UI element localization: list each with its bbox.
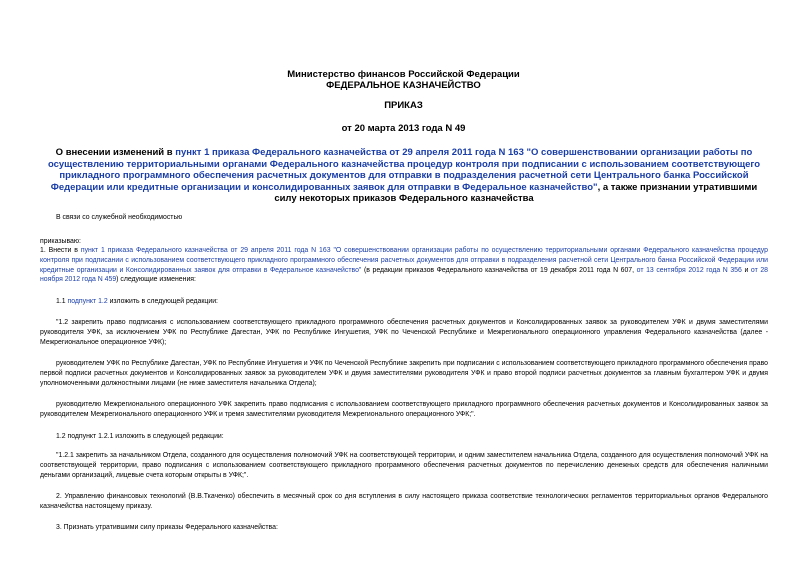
quote-1-2: "1.2 закрепить право подписания с использованием соответствующего прикладного программного обеспечения расчетных документов и Консолидированных заявок за руководителем УФК и двумя заместителями руководителя УФК, за исключением УФК по Республике Дагестан, УФК по Республике Ингушетия, УФК по Чеченской Республике и Межрегионального операционного управления Федерального казначейства (далее - Межрегиональное операционное УФК); xyxy=(40,319,768,346)
paragraph-order: приказываю: xyxy=(40,238,81,245)
quote-1-2-1: "1.2.1 закрепить за начальником Отдела, созданного для осуществления полномочий УФК на соответствующей территории, и одним заместителем начальника Отдела, созданного для осуществления полномочий УФК на соответствующей территории, право подписания с использованием соответствующего прикладного программного обеспечения расчетных документов по перечислению денежных средств для обеспечения наличными деньгами организаций, лицевые счета которым открыты в УФК;". xyxy=(40,452,768,479)
paragraph-1-middle-2: и xyxy=(741,266,751,274)
paragraph-1-suffix: ) следующие изменения: xyxy=(116,276,196,284)
title-prefix: О внесении изменений в xyxy=(55,147,176,158)
document-date-number: от 20 марта 2013 года N 49 xyxy=(341,123,466,134)
agency-name: ФЕДЕРАЛЬНОЕ КАЗНАЧЕЙСТВО xyxy=(326,80,481,91)
paragraph-1-1-prefix: 1.1 xyxy=(56,298,68,305)
paragraph-1-link[interactable]: пункт 1 приказа Федерального казначейства от 29 апреля 2011 года N 163 "О совершенствовании организации работы по осуществлению территориальными органами Федерального казначейства процедур контроля при подписании с использованием соответствующего прикладного программного обеспечения расчетных документов для отправки в подразделения расчетной сети Центрального банка Российской Федерации или кредитные организации и Консолидированных заявок для отправки в Федеральное казначейство" xyxy=(40,247,768,274)
paragraph-1-link-2012-356[interactable]: от 13 сентября 2012 года N 356 xyxy=(636,266,742,274)
subclause-1-2-link[interactable]: подпункт 1.2 xyxy=(67,298,108,305)
paragraph-1 xyxy=(40,246,768,285)
ministry-name: Министерство финансов Российской Федерации xyxy=(287,69,520,80)
paragraph-1-1 xyxy=(40,297,768,307)
paragraph-2: 2. Управлению финансовых технологий (В.В.Ткаченко) обеспечить в месячный срок со дня вступления в силу настоящего приказа соответствие технологических регламентов территориальных органов Федерального казначейства настоящему приказу. xyxy=(40,493,768,510)
title-link[interactable]: пункт 1 приказа Федерального казначейства от 29 апреля 2011 года N 163 "О совершенствовании организации работы по осуществлению территориальными органами Федерального казначейства процедур контроля при подписании с использованием соответствующего прикладного программного обеспечения расчетных документов для отправки в подразделения расчетной сети Центрального банка Российской Федерации или кредитные организации и консолидированных заявок для отправки в Федеральное казначейство" xyxy=(47,147,761,193)
paragraph-1-1-suffix: изложить в следующей редакции: xyxy=(107,298,218,305)
title-suffix: , а также признании утратившими силу некоторых приказов Федерального казначейства xyxy=(274,181,758,204)
document-title xyxy=(40,147,768,205)
paragraph-1-link-2012-459[interactable]: от 28 ноября 2012 года N 459 xyxy=(40,266,768,284)
paragraph-1-middle: (в редакции приказов Федерального казначейства от 19 декабря 2011 года N 607, xyxy=(361,266,637,274)
paragraph-1-prefix: 1. Внести в xyxy=(40,247,81,254)
document-type: ПРИКАЗ xyxy=(384,100,423,111)
quote-1-2-third: руководителю Межрегионального операционного УФК закрепить право подписания с использованием соответствующего прикладного программного обеспечения расчетных документов и Консолидированных заявок за руководителем Межрегионального операционного УФК и тремя заместителями руководителя Межрегионального операционного УФК;". xyxy=(40,401,768,418)
paragraph-intro: В связи со служебной необходимостью xyxy=(56,214,183,221)
paragraph-1-2: 1.2 подпункт 1.2.1 изложить в следующей редакции: xyxy=(56,433,224,440)
quote-1-2-second: руководителем УФК по Республике Дагестан, УФК по Республике Ингушетия и УФК по Чеченской Республике закрепить при подписании с использованием соответствующего прикладного программного обеспечения право первой подписи расчетных документов и Консолидированных заявок за руководителем УФК и двумя заместителями руководителя УФК и право второй подписи расчетных документов за главным бухгалтером УФК и двумя уполномоченными должностными лицами (не ниже заместителя начальника Отдела); xyxy=(40,360,768,387)
paragraph-3: 3. Признать утратившими силу приказы Федерального казначейства: xyxy=(56,524,278,531)
